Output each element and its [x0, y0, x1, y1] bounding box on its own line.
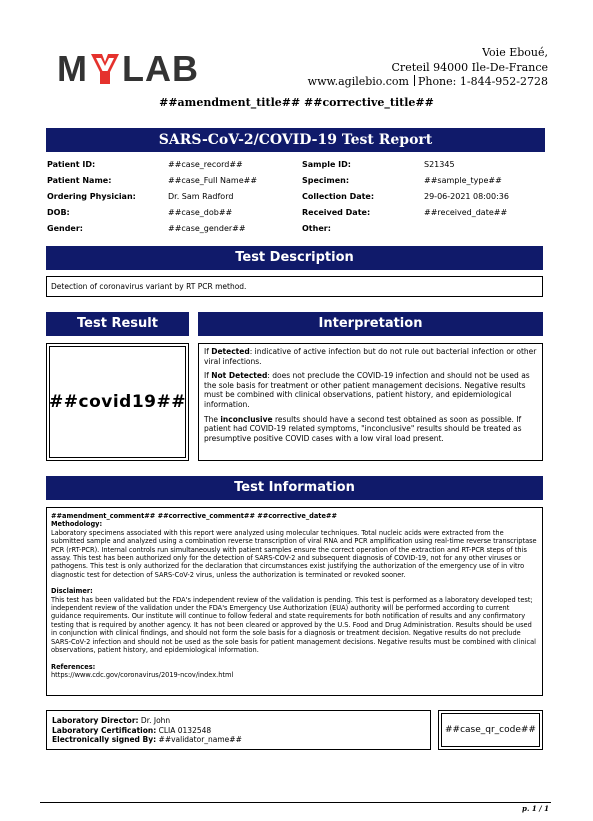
address-street: Voie Eboué, [482, 46, 548, 59]
info-label: Specimen: [302, 176, 350, 185]
test-result-heading: Test Result [46, 312, 189, 336]
director-label: Laboratory Director: [52, 716, 139, 725]
address-website[interactable]: www.agilebio.com [307, 75, 409, 88]
info-label: DOB: [47, 208, 70, 217]
interp-prefix: If [204, 347, 212, 356]
info-value: 29-06-2021 08:00:36 [424, 192, 509, 201]
address-separator [414, 75, 415, 86]
info-value: ##sample_type## [424, 176, 502, 185]
info-value: ##case_record## [168, 160, 243, 169]
certification-row [52, 726, 425, 736]
signature-box [46, 710, 431, 750]
interp-text: : indicative of active infection but do not rule out bacterial infection or other viral infections. [204, 347, 537, 366]
interp-text: : does not preclude the COVID-19 infection and should not be used as the sole basis for treatment or other patient management decisions. Negative results must be combined with clinical observations, patient history, and epidemiological information. [204, 371, 530, 409]
test-description-text: Detection of coronavirus variant by RT PCR method. [46, 276, 543, 297]
result-inner-border [49, 346, 186, 458]
test-result-box [46, 343, 189, 461]
info-row [47, 189, 257, 205]
interpretation-heading: Interpretation [198, 312, 543, 336]
info-label: Sample ID: [302, 160, 351, 169]
info-value: ##case_dob## [168, 208, 233, 217]
info-row [302, 189, 509, 205]
interp-keyword: Not Detected [211, 371, 268, 381]
director-value: Dr. John [140, 716, 171, 725]
info-label: Received Date: [302, 208, 371, 217]
interpretation-box [198, 343, 543, 461]
address-contact-line [308, 75, 548, 90]
patient-info-left [47, 157, 257, 237]
info-value: ##case_Full Name## [168, 176, 258, 185]
logo-y-mark-icon [89, 52, 121, 86]
info-value: Dr. Sam Radford [168, 192, 234, 201]
info-row [47, 205, 257, 221]
disclaimer-text: This test has been validated but the FDA's independent review of the validation is pending. This test is performed as a laboratory developed test; independent review of the validation under the FDA's Emergency Use Authorization (EUA) authority will be performed according to current guidance requirements. Our institute will continue to follow federal and state requirements for both notification of results and any confirmatory testing that is required by another agency. It has not been cleared or approved by the U.S. Food and Drug Administration. Results should be used in conjunction with clinical findings, and should not form the sole basis for a diagnosis or treatment decision. Negative results do not preclude SARS-CoV-2 infection and should not be used as the sole basis for patient management decisions. Negative results must be combined with clinical observations, patient history, and epidemiological information. [51, 595, 536, 655]
interp-keyword: Detected [211, 347, 250, 356]
info-label: Other: [302, 224, 331, 233]
amendment-tags: ##amendment_comment## ##corrective_comment## ##corrective_date## [51, 512, 337, 520]
signed-value: ##validator_name## [158, 735, 242, 744]
interp-prefix: The [204, 414, 221, 424]
director-row [52, 716, 425, 726]
signed-row [52, 735, 425, 745]
interp-prefix: If [204, 371, 212, 381]
info-label: Ordering Physician: [47, 192, 136, 201]
methodology-text: Laboratory specimens associated with this report were analyzed using molecular techniques. Total nucleic acids were extracted from the submitted sample and analyzed using a combination reverse transcription of viral RNA and PCR amplification using real-time reverse transcriptase PCR (rRT-PCR). Internal controls run simultaneously with patient samples ensure the correct operation of the extraction and RT-PCR steps of this assay. This test has been authorized only for the detection of SARS-COV-2 and subsequent diagnosis of COVID-19, not for any other viruses or pathogens. This test is only authorized for the declaration that circumstances exist justifying the authorization of the emergency use of in vitro diagnostic test for detection of SARS-CoV-2 virus, unless the authorization is terminated or revoked sooner. [51, 528, 537, 579]
info-row [302, 221, 509, 237]
footer-divider [40, 802, 551, 803]
methodology-label: Methodology: [51, 520, 103, 529]
references-link[interactable]: https://www.cdc.gov/coronavirus/2019-ncov/index.html [51, 670, 234, 679]
info-label: Patient ID: [47, 160, 96, 169]
test-information-heading: Test Information [46, 476, 543, 500]
qr-code-box [438, 710, 543, 750]
logo-text-pre: M [57, 48, 88, 89]
info-row [47, 173, 257, 189]
references-label: References: [51, 662, 96, 671]
amendment-title-line: ##amendment_title## ##corrective_title## [159, 96, 434, 109]
interpretation-inconclusive [204, 415, 537, 444]
info-label: Gender: [47, 224, 83, 233]
qr-inner-border [441, 713, 540, 747]
lab-address [308, 46, 548, 90]
info-label: Patient Name: [47, 176, 112, 185]
info-row [47, 221, 257, 237]
logo-text-post: LAB [122, 48, 199, 89]
info-value: S21345 [424, 160, 455, 169]
report-title-bar: SARS-CoV-2/COVID-19 Test Report [46, 128, 545, 152]
info-row [302, 157, 509, 173]
info-label: Collection Date: [302, 192, 375, 201]
info-value: ##case_gender## [168, 224, 246, 233]
test-result-value: ##covid19## [49, 392, 186, 412]
certification-value: CLIA 0132548 [158, 725, 212, 735]
test-information-box [46, 507, 543, 696]
qr-code-placeholder: ##case_qr_code## [445, 725, 536, 735]
mylab-logo [57, 50, 199, 88]
page-number: p. 1 / 1 [522, 804, 549, 813]
signed-label: Electronically signed By: [52, 735, 157, 744]
interpretation-detected [204, 347, 537, 366]
interp-text: results should have a second test obtained as soon as possible. If patient had COVID-19 related symptoms, "inconclusive" results should be treated as presumptive positive COVID cases with a low viral load present. [204, 414, 522, 443]
interp-keyword: inconclusive [220, 414, 273, 424]
certification-label: Laboratory Certification: [52, 725, 157, 735]
disclaimer-label: Disclaimer: [51, 587, 93, 596]
address-city: Creteil 94000 Ile-De-France [391, 60, 548, 74]
info-row [302, 205, 509, 221]
info-row [47, 157, 257, 173]
interpretation-not-detected [204, 371, 537, 409]
info-value: ##received_date## [424, 208, 508, 217]
address-phone: Phone: 1-844-952-2728 [417, 75, 548, 88]
info-row [302, 173, 509, 189]
test-description-heading: Test Description [46, 246, 543, 270]
patient-info-right [302, 157, 509, 237]
